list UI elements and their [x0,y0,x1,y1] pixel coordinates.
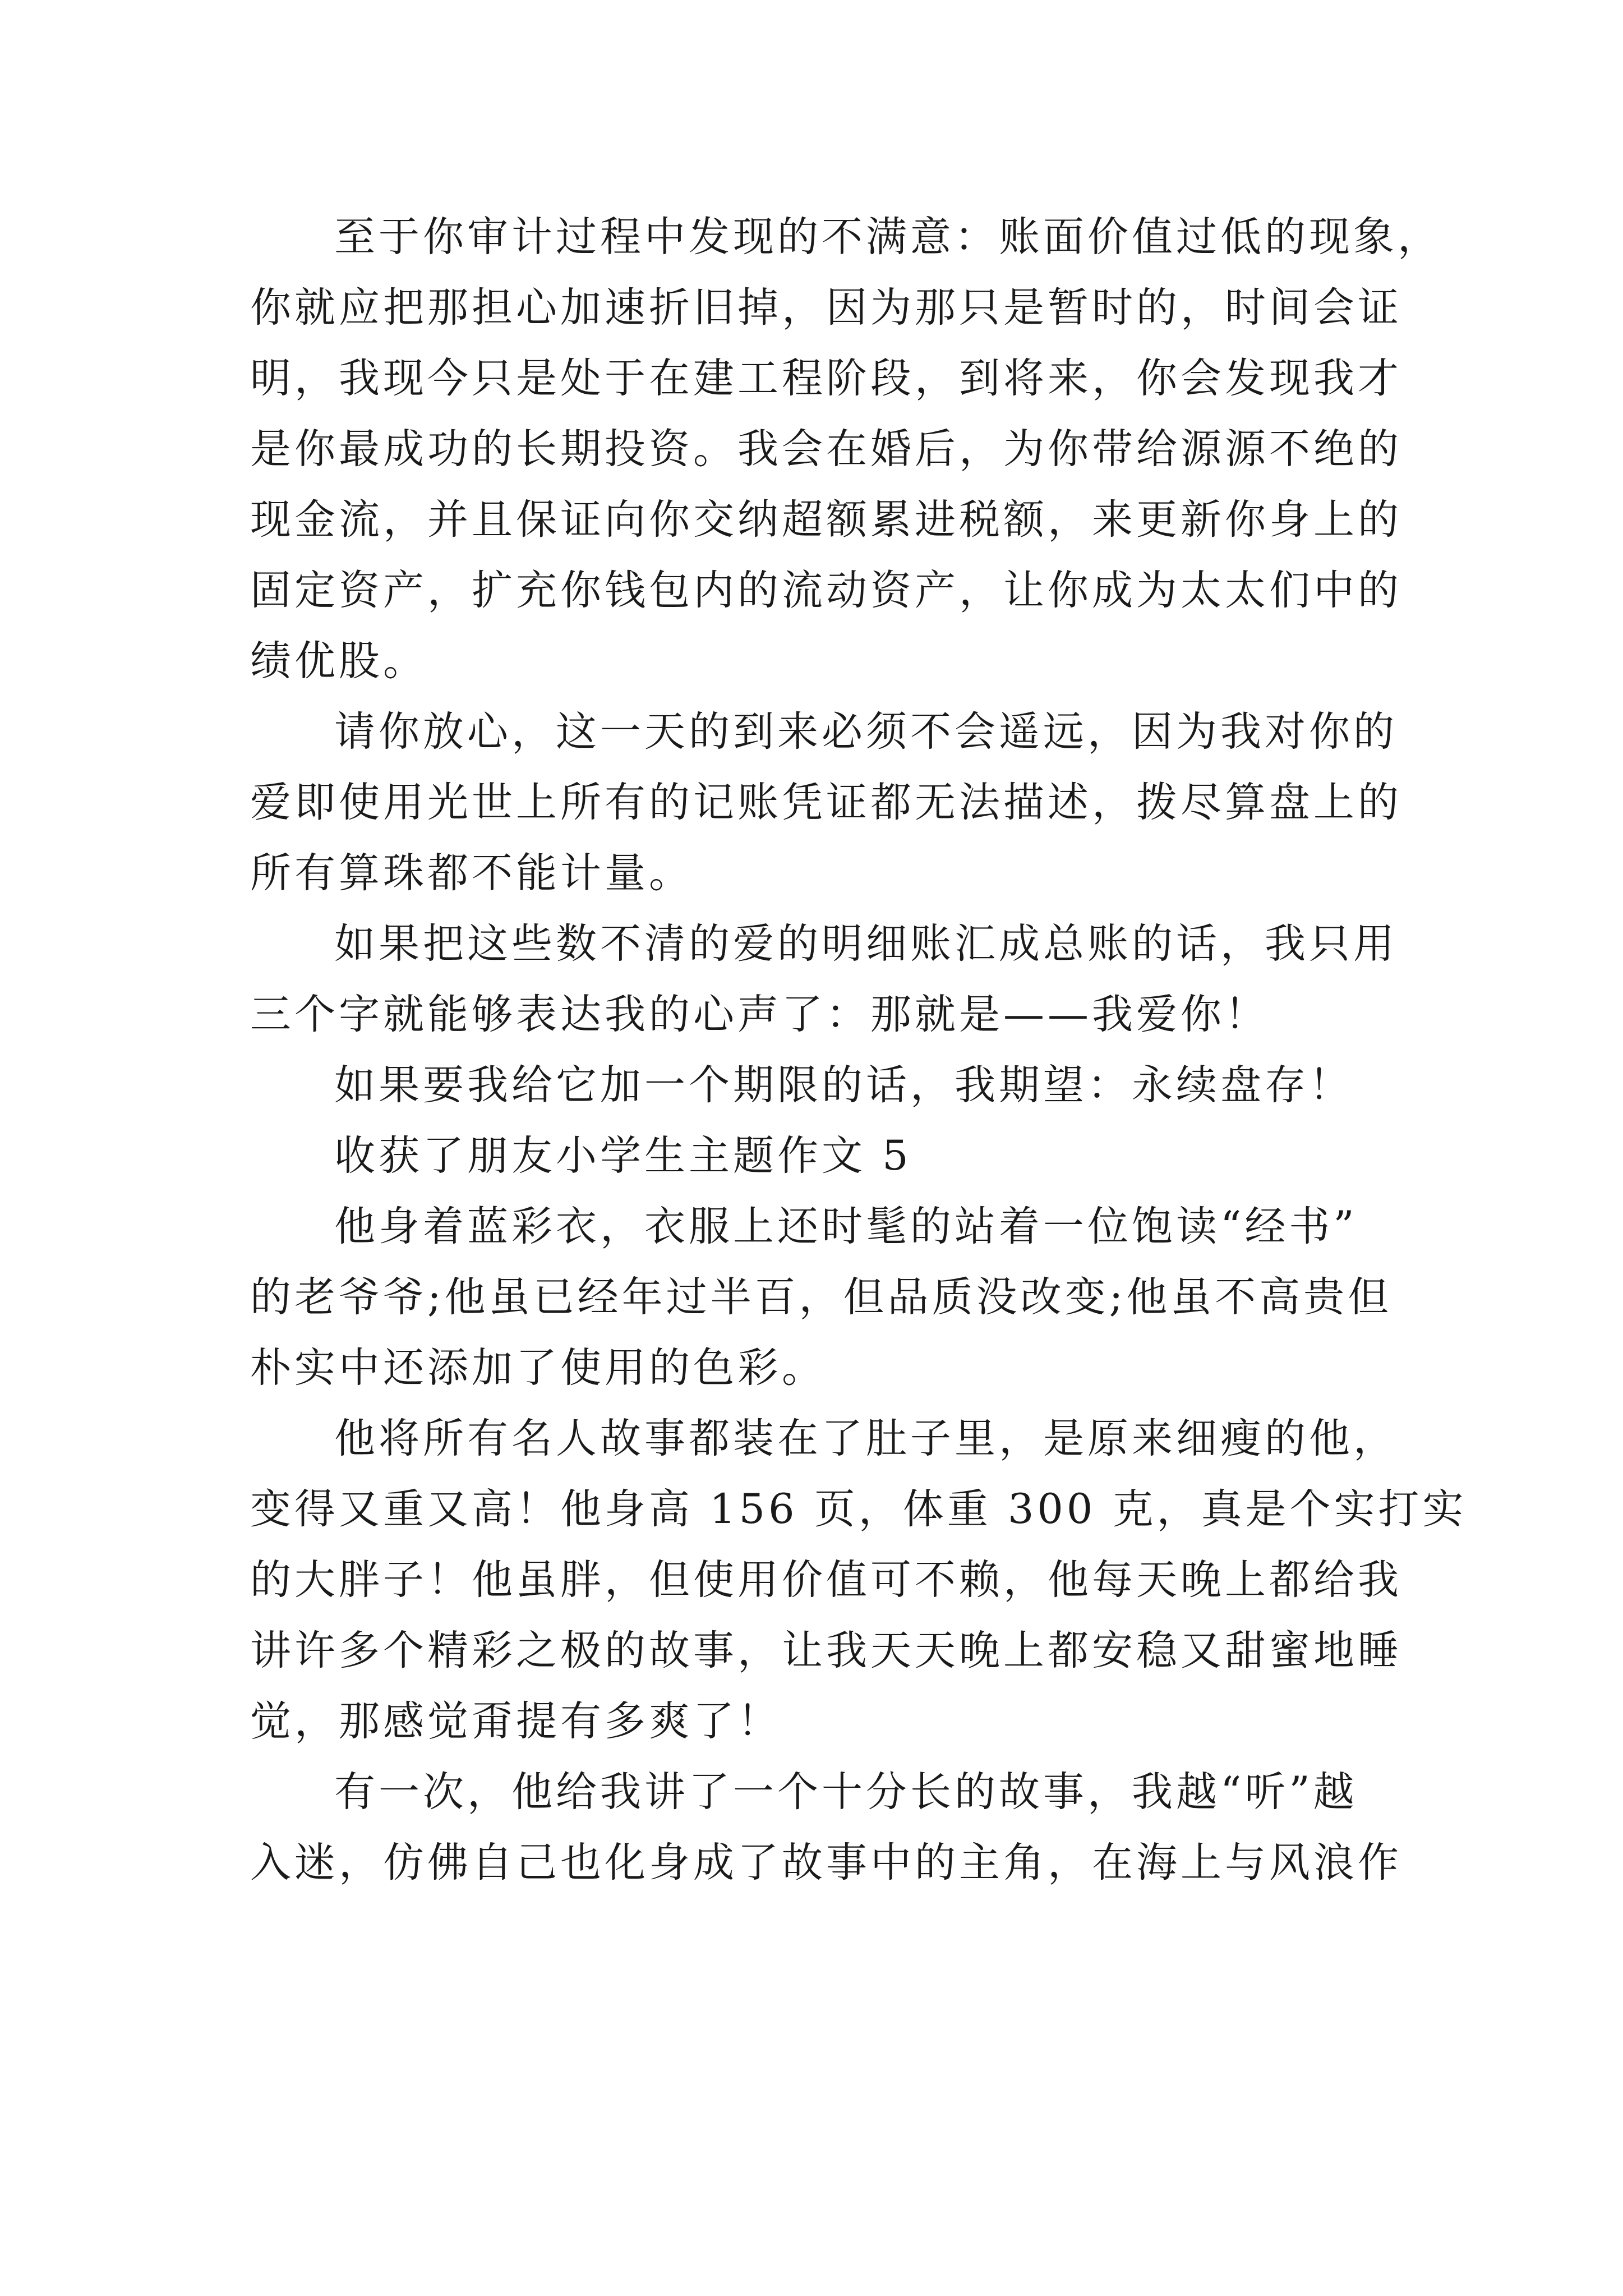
text-line: 是你最成功的长期投资。我会在婚后，为你带给源源不绝的 [250,425,1402,473]
text-line: 入迷，仿佛自己也化身成了故事中的主角，在海上与风浪作 [250,1839,1402,1887]
text-line: 觉，那感觉甭提有多爽了！ [250,1697,782,1745]
text-line: 如果把这些数不清的爱的明细账汇成总账的话，我只用 [334,920,1398,968]
document-body [250,202,1467,1898]
text-line: 绩优股。 [250,637,427,685]
text-line: 爱即使用光世上所有的记账凭证都无法描述，拨尽算盘上的 [250,779,1402,826]
text-line: 如果要我给它加一个期限的话，我期望：永续盘存！ [334,1061,1353,1109]
text-line: 三个字就能够表达我的心声了：那就是——我爱你！ [250,991,1269,1038]
text-line: 有一次，他给我讲了一个十分长的故事，我越“听”越 [334,1768,1358,1816]
text-line: 讲许多个精彩之极的故事，让我天天晚上都安稳又甜蜜地睡 [250,1627,1402,1674]
text-line: 固定资产，扩充你钱包内的流动资产，让你成为太太们中的 [250,567,1402,614]
text-line: 变得又重又高！他身高 156 页，体重 300 克，真是个实打实 [250,1485,1467,1533]
text-line: 所有算珠都不能计量。 [250,849,693,897]
text-line: 请你放心，这一天的到来必须不会遥远，因为我对你的 [334,708,1398,756]
text-line: 的老爷爷;他虽已经年过半百，但品质没改变;他虽不高贵但 [250,1273,1393,1321]
text-line: 你就应把那担心加速折旧掉，因为那只是暂时的，时间会证 [250,284,1402,332]
text-line: 的大胖子！他虽胖，但使用价值可不赖，他每天晚上都给我 [250,1556,1402,1604]
text-line: 现金流，并且保证向你交纳超额累进税额，来更新你身上的 [250,496,1402,544]
text-line: 朴实中还添加了使用的色彩。 [250,1344,826,1392]
text-line: 他将所有名人故事都装在了肚子里，是原来细瘦的他， [334,1415,1398,1462]
text-line: 至于你审计过程中发现的不满意：账面价值过低的现象， [334,213,1442,261]
text-line: 明，我现今只是处于在建工程阶段，到将来，你会发现我才 [250,355,1402,402]
text-line: 他身着蓝彩衣，衣服上还时髦的站着一位饱读“经书” [334,1203,1358,1250]
section-heading: 收获了朋友小学生主题作文 5 [334,1132,912,1180]
